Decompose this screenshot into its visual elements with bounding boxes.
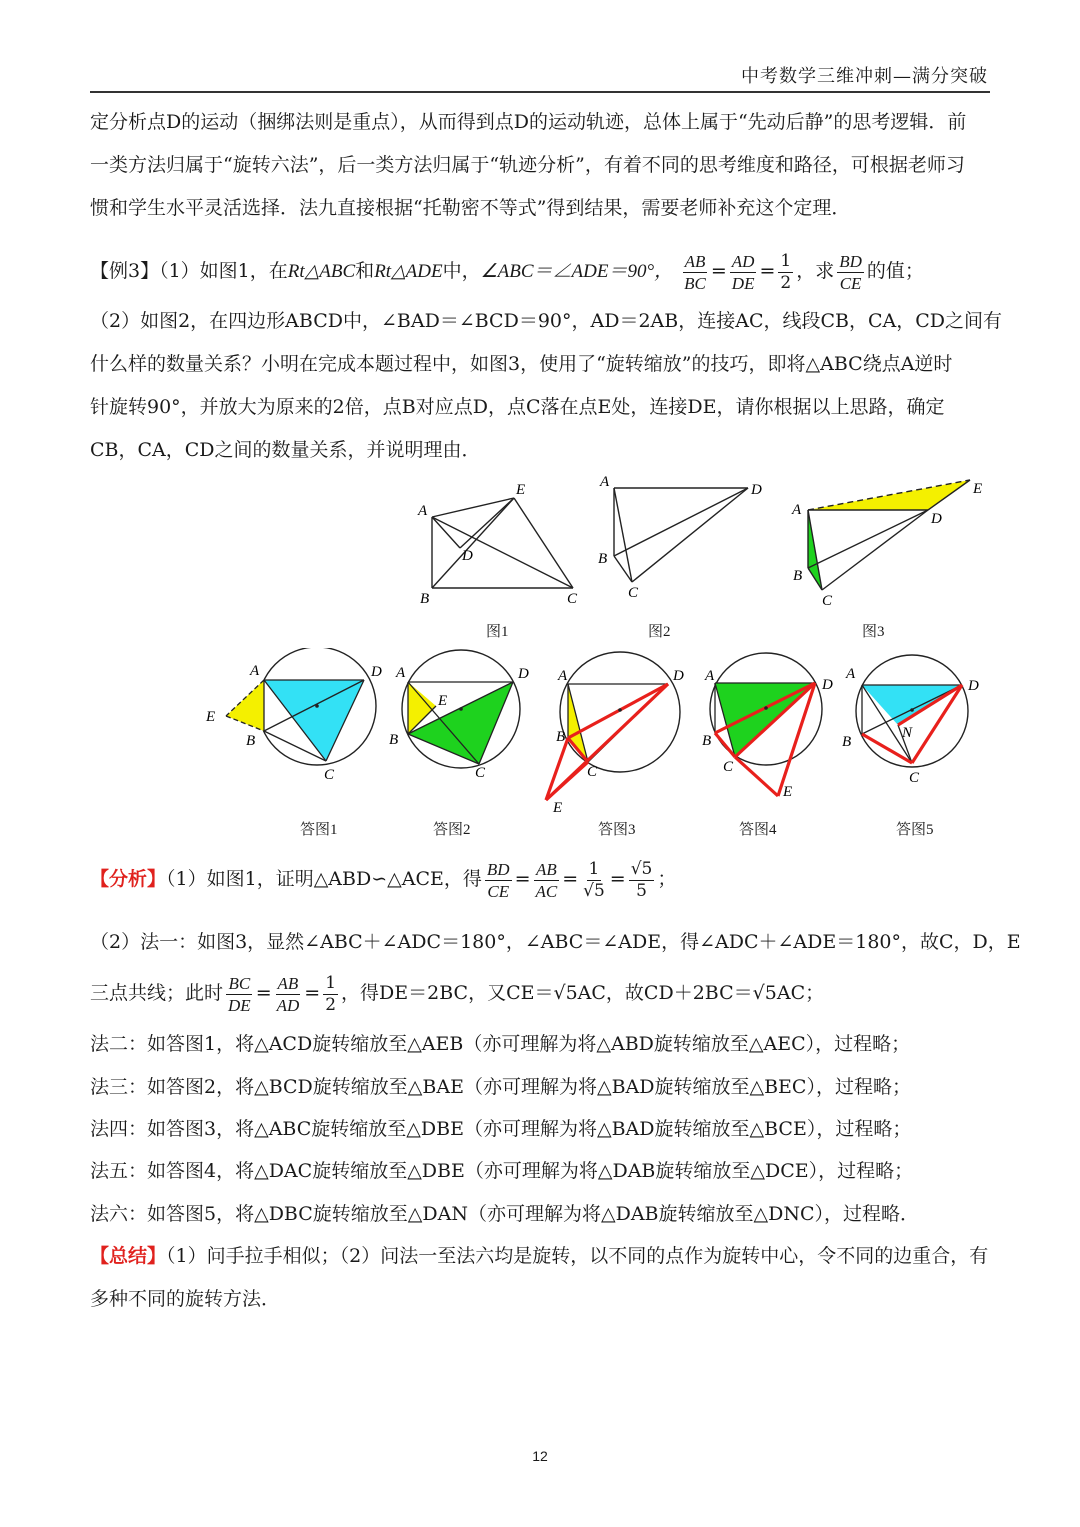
example-question-1: 【例3】（1）如图1，在Rt△ABC和Rt△ADE中，∠ABC＝∠ADE＝90°， $\frac{AB}{BC}$ = $\frac{AD}{DE}$ = $\frac{1}{2}$ ，求 $\frac{BD}{CE}$ 的值； <box>90 250 924 293</box>
fraction: $\frac{1}{2}$ <box>780 250 792 293</box>
ans1-label-a: A <box>250 663 260 679</box>
example-question-2-line-2: 什么样的数量关系？小明在完成本题过程中，如图3，使用了“旋转缩放”的技巧，即将△ABC绕点A逆时 <box>90 353 953 375</box>
ans4-label-a: A <box>705 668 715 684</box>
fraction: $\frac{AB}{AC}$ <box>535 859 558 901</box>
fig2-label-a: A <box>600 474 610 490</box>
ans5-label-d: D <box>968 678 979 694</box>
figure-2 <box>614 488 748 582</box>
fig1-label-d: D <box>462 548 473 564</box>
fraction: $\frac{1}{√5}$ <box>583 858 605 901</box>
fraction: $\frac{AB}{AD}$ <box>276 973 300 1015</box>
ans1-label-b: B <box>246 733 256 749</box>
fraction: $\frac{√5}{5}$ <box>630 858 653 901</box>
ans2-label-e: E <box>438 693 448 709</box>
answer-caption-2: 答图2 <box>433 822 471 838</box>
fig1-label-b: B <box>420 591 430 607</box>
ans1-label-c: C <box>324 767 335 783</box>
fig3-label-a: A <box>792 502 802 518</box>
fig3-label-d: D <box>931 511 942 527</box>
fig2-label-b: B <box>598 551 608 567</box>
fig2-caption: 图2 <box>648 624 671 640</box>
fig2-label-c: C <box>628 585 639 601</box>
fraction: $\frac{AB}{BC}$ <box>684 251 706 293</box>
answer-caption-4: 答图4 <box>739 822 777 838</box>
fraction: $\frac{AD}{DE}$ <box>731 251 755 293</box>
fig2-label-d: D <box>751 482 762 498</box>
fig1-caption: 图1 <box>486 624 509 640</box>
ans2-label-b: B <box>389 732 399 748</box>
header-rule <box>90 91 990 93</box>
answer-figure-2 <box>402 650 520 768</box>
ans4-label-c: C <box>723 759 734 775</box>
running-header: 中考数学三维冲刺—满分突破 <box>741 66 988 87</box>
fig1-label-e: E <box>516 482 526 498</box>
ans4-label-e: E <box>783 784 793 800</box>
ans4-label-b: B <box>702 733 712 749</box>
fig1-label-c: C <box>567 591 578 607</box>
ans2-label-d: D <box>518 666 529 682</box>
page-number: 12 <box>532 1448 548 1464</box>
example-question-2-line-3: 针旋转90°，并放大为原来的2倍，点B对应点D，点C落在点E处，连接DE，请你根据以上思路，确定 <box>90 396 945 418</box>
answer-caption-1: 答图1 <box>300 822 338 838</box>
ans3-label-b: B <box>556 729 566 745</box>
ans1-label-d: D <box>371 664 382 680</box>
answer-caption-3: 答图3 <box>598 822 636 838</box>
ans4-label-d: D <box>822 677 833 693</box>
analysis-part-1: 【分析】（1）如图1，证明△ABD∽△ACE，得 $\frac{BD}{CE}$ = $\frac{AB}{AC}$ = $\frac{1}{√5}$ = $\frac{√5}{5}$ ； <box>90 858 677 901</box>
ans2-label-c: C <box>475 765 486 781</box>
intro-line-1: 定分析点D的运动（捆绑法则是重点），从而得到点D的运动轨迹，总体上属于“先动后静”的思考逻辑．前 <box>90 111 967 133</box>
analysis-tag: 【分析】 <box>90 868 167 890</box>
ans3-label-a: A <box>558 668 568 684</box>
fig3-caption: 图3 <box>862 624 885 640</box>
figure-3 <box>808 480 970 590</box>
ans5-label-b: B <box>842 734 852 750</box>
example-question-2-line-1: （2）如图2，在四边形ABCD中，∠BAD＝∠BCD＝90°，AD＝2AB，连接AC，线段CB，CA，CD之间有 <box>90 310 1003 332</box>
fig1-label-a: A <box>418 503 428 519</box>
summary-tag: 【总结】 <box>90 1245 167 1267</box>
intro-line-3: 惯和学生水平灵活选择．法九直接根据“托勒密不等式”得到结果，需要老师补充这个定理． <box>90 197 851 219</box>
fig3-label-b: B <box>793 568 803 584</box>
question-figures <box>0 468 1080 648</box>
ans5-label-a: A <box>846 666 856 682</box>
answer-figure-5 <box>856 655 968 767</box>
intro-line-2: 一类方法归属于“旋转六法”，后一类方法归属于“轨迹分析”，有着不同的思考维度和路径，可根据老师习 <box>90 154 965 176</box>
fig3-label-e: E <box>973 481 983 497</box>
analysis-method-4: 法四：如答图3，将△ABC旋转缩放至△DBE（亦可理解为将△BAD旋转缩放至△BCE），过程略； <box>90 1118 912 1140</box>
summary-line-1: 【总结】（1）问手拉手相似；（2）问法一至法六均是旋转，以不同的点作为旋转中心，令不同的边重合，有 <box>90 1245 989 1267</box>
ans3-label-c: C <box>587 764 598 780</box>
ans3-label-d: D <box>673 668 684 684</box>
analysis-method-2: 法二：如答图1，将△ACD旋转缩放至△AEB（亦可理解为将△ABD旋转缩放至△AEC），过程略； <box>90 1033 911 1055</box>
example-tag: 【例3】 <box>90 260 160 282</box>
fraction: $\frac{BC}{DE}$ <box>228 973 251 1015</box>
fraction: $\frac{BD}{CE}$ <box>486 859 510 901</box>
summary-line-2: 多种不同的旋转方法． <box>90 1288 281 1310</box>
analysis-method-6: 法六：如答图5，将△DBC旋转缩放至△DAN（亦可理解为将△DAB旋转缩放至△DNC），过程略． <box>90 1203 920 1225</box>
example-question-2-line-4: CB，CA，CD之间的数量关系，并说明理由． <box>90 439 481 461</box>
ans3-label-e: E <box>553 800 563 816</box>
analysis-method-1-line-1: （2）法一：如图3，显然∠ABC＋∠ADC＝180°，∠ABC＝∠ADE，得∠ADC＋∠ADE＝180°，故C，D，E <box>90 931 1021 953</box>
analysis-method-1-line-2: 三点共线；此时 $\frac{BC}{DE}$ = $\frac{AB}{AD}$ = $\frac{1}{2}$ ，得DE＝2BC，又CE＝√5AC，故CD＋2BC＝√5AC； <box>90 972 825 1015</box>
fraction: $\frac{BD}{CE}$ <box>839 251 862 293</box>
fraction: $\frac{1}{2}$ <box>325 972 337 1015</box>
analysis-method-3: 法三：如答图2，将△BCD旋转缩放至△BAE（亦可理解为将△BAD旋转缩放至△BEC），过程略； <box>90 1076 911 1098</box>
answer-caption-5: 答图5 <box>896 822 934 838</box>
answer-figures <box>0 648 1080 818</box>
analysis-method-5: 法五：如答图4，将△DAC旋转缩放至△DBE（亦可理解为将△DAB旋转缩放至△DCE），过程略； <box>90 1160 914 1182</box>
ans2-label-a: A <box>396 665 406 681</box>
figure-1 <box>432 498 573 588</box>
ans5-label-c: C <box>909 770 920 786</box>
fig3-label-c: C <box>822 593 833 609</box>
ans1-label-e: E <box>206 709 216 725</box>
ans5-label-n: N <box>902 725 913 741</box>
